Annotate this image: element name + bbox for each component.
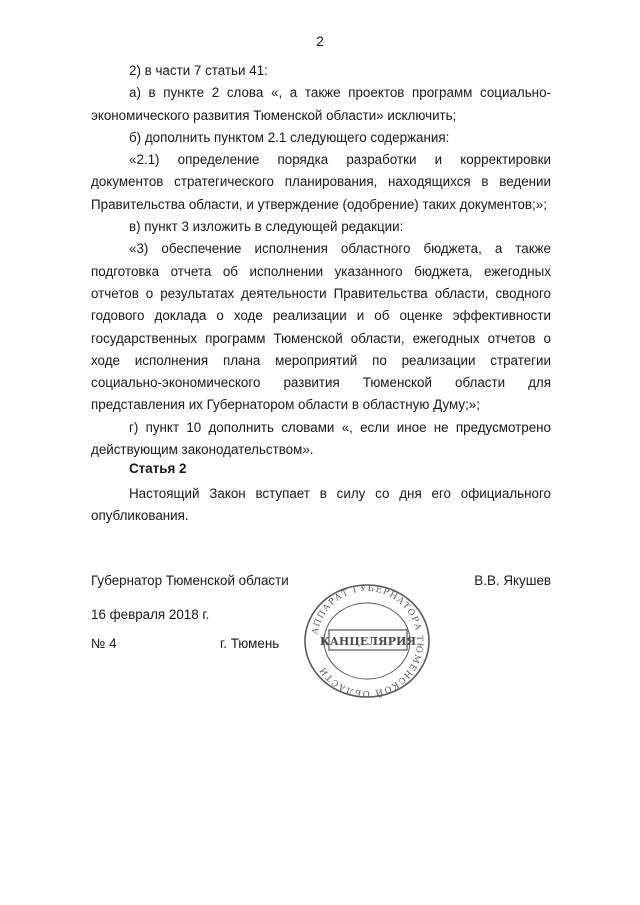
amendment-item: «2.1) определение порядка разработки и корректировки документов стратегического планирования, находящихся в ведении Правительства области, и утверждение (одобрение) таких документов;»; xyxy=(91,152,551,212)
governor-title: Губернатор Тюменской области xyxy=(91,573,289,588)
page-number: 2 xyxy=(316,34,324,49)
office-seal-stamp xyxy=(301,582,433,700)
signing-date: 16 февраля 2018 г. xyxy=(91,607,210,622)
stamp-center-text: КАНЦЕЛЯРИЯ xyxy=(319,635,417,648)
amendment-item: а) в пункте 2 слова «, а также проектов программ социально-экономического развития Тюменской области» исключить; xyxy=(91,85,551,123)
amendments-section xyxy=(91,60,551,461)
governor-name: В.В. Якушев xyxy=(474,573,551,588)
amendment-item: г) пункт 10 дополнить словами «, если иное не предусмотрено действующим законодательством». xyxy=(91,419,551,458)
amendment-item: 2) в части 7 статьи 41: xyxy=(129,63,268,78)
amendment-item: «3) обеспечение исполнения областного бюджета, а также подготовка отчета об исполнении указанного бюджета, ежегодных отчетов о результатах деятельности Правительства области, сводного годового доклада о ходе реализации и об оценке эффективности государственных программ Тюменской области, ежегодных отчетов о ходе исполнения плана мероприятий по реализации стратегии социально-экономического развития Тюменской области для представления их Губернатором области в областную Думу;»; xyxy=(91,241,551,413)
law-number: № 4 xyxy=(91,636,117,651)
article-2-body xyxy=(91,483,551,528)
law-city: г. Тюмень xyxy=(220,636,280,651)
stamp-ring-text: АППАРАТ ГУБЕРНАТОРА ТЮМЕНСКОЙ ОБЛАСТИ xyxy=(310,583,425,699)
amendment-item: б) дополнить пунктом 2.1 следующего содержания: xyxy=(129,129,450,145)
amendment-item: в) пункт 3 изложить в следующей редакции: xyxy=(129,219,404,235)
article-2-text: Настоящий Закон вступает в силу со дня его официального опубликования. xyxy=(91,486,551,524)
article-2-heading: Статья 2 xyxy=(129,461,187,476)
